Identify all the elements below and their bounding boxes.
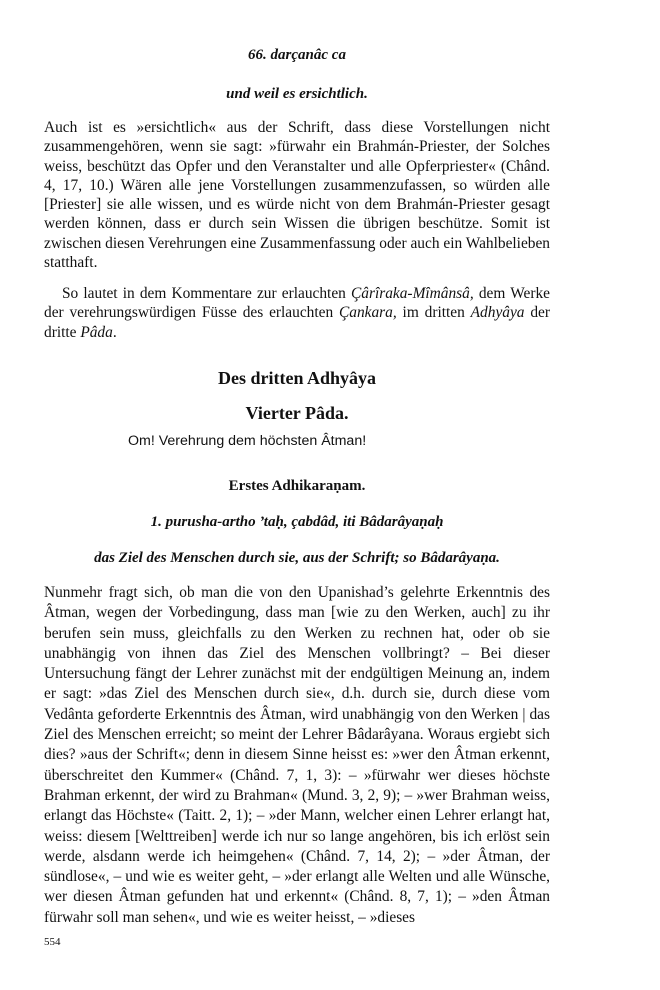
invocation-line: Om! Verehrung dem höchsten Âtman! (128, 433, 367, 449)
colophon-name-shankara: Çankara, (339, 304, 397, 322)
colophon-text-5: . (112, 323, 117, 341)
colophon-term-adhyaya: Adhyâya (470, 304, 525, 322)
chapter-heading: Des dritten Adhyâya (217, 368, 376, 388)
colophon-text-3: im dritten (396, 304, 471, 322)
sutra-1-translation: das Ziel des Menschen durch sie, aus der Schrift; so Bâdarâyaṇa. (94, 550, 500, 566)
colophon-paragraph (44, 284, 550, 342)
colophon-text-1: So lautet in dem Kommentare zur erlauchten (62, 285, 351, 302)
commentary-paragraph-1: Auch ist es »ersichtlich« aus der Schrift, dass diese Vorstellungen nicht zusammengehören, wenn sie sagt: »fürwahr ein Brahmán-Priester, der Solches weiss, beschützt das Opfer und den Veranstalter und alle Opferpriester« (Chând. 4, 17, 10.) Wären alle jene Vorstellungen zusammenzufassen, so würden alle [Priester] sie alle wissen, und es würde nicht von dem Brahmán-Priester gesagt werden können, dass er durch sein Wissen die übrigen beschütze. Somit ist zwischen diesen Verehrungen eine Zusammenfassung oder auch ein Wahlbelieben statthaft. (44, 119, 550, 272)
commentary-paragraph-2: Nunmehr fragt sich, ob man die von den Upanishad’s gelehrte Erkenntnis des Âtman, wegen der Vorbedingung, dass man [wie zu den Werken, auch] zu ihr berufen sein muss, gleichfalls zu den Werken zu rechnen hat, oder ob sie unabhängig von ihnen das Ziel des Menschen vollbringt? – Bei dieser Untersuchung fängt der Lehrer zunächst mit der endgültigen Meinung an, indem er sagt: »das Ziel des Menschen durch sie«, d.h. durch sie, durch diese vom Vedânta geforderte Erkenntnis des Âtman, wird unabhängig von den Werken | das Ziel des Menschen erreicht; so meint der Lehrer Bâdarâyana. Woraus ergiebt sich dies? »aus der Schrift«; denn in diesem Sinne heisst es: »wer den Âtman erkennt, überschreitet den Kummer« (Chând. 7, 1, 3): – »fürwahr wer dieses höchste Brahman erkennt, der wird zu Brahman« (Mund. 3, 2, 9); – »wer Brahman weiss, erlangt das Höchste« (Taitt. 2, 1); – »der Mann, welcher einen Lehrer erlangt hat, weiss: diesem [Welttreiben] werde ich nur so lange angehören, bis ich erlöst sein werde, alsdann werde ich heimgehen« (Chând. 7, 14, 2); – »der Âtman, der sündlose«, – und wie es weiter geht, – »der erlangt alle Welten und alle Wünsche, wer diesen Âtman gefunden hat und erkennt« (Chând. 8, 7, 1); – »den Âtman fürwahr soll man sehen«, und wie es weiter heisst, – »dieses (44, 584, 550, 926)
colophon-title-shariraka: Çârîraka-Mîmânsâ, (351, 285, 474, 302)
colophon-text-2: dem Werke der verehrungswürdigen Füsse des erlauchten (44, 285, 550, 322)
colophon-term-pada: Pâda (80, 323, 113, 341)
sutra-1-sanskrit: 1. purusha-artho ’taḥ, çabdâd, iti Bâdarâyaṇaḥ (150, 514, 444, 530)
section-heading: Vierter Pâda. (245, 403, 349, 423)
page-number: 554 (44, 936, 61, 948)
sutra-66-sanskrit: 66. darçanâc ca (248, 47, 346, 63)
book-page (44, 0, 550, 990)
adhikarana-heading: Erstes Adhikaraṇam. (228, 478, 366, 494)
colophon-text-4: der dritte (44, 304, 551, 341)
sutra-66-translation: und weil es ersichtlich. (226, 86, 368, 102)
